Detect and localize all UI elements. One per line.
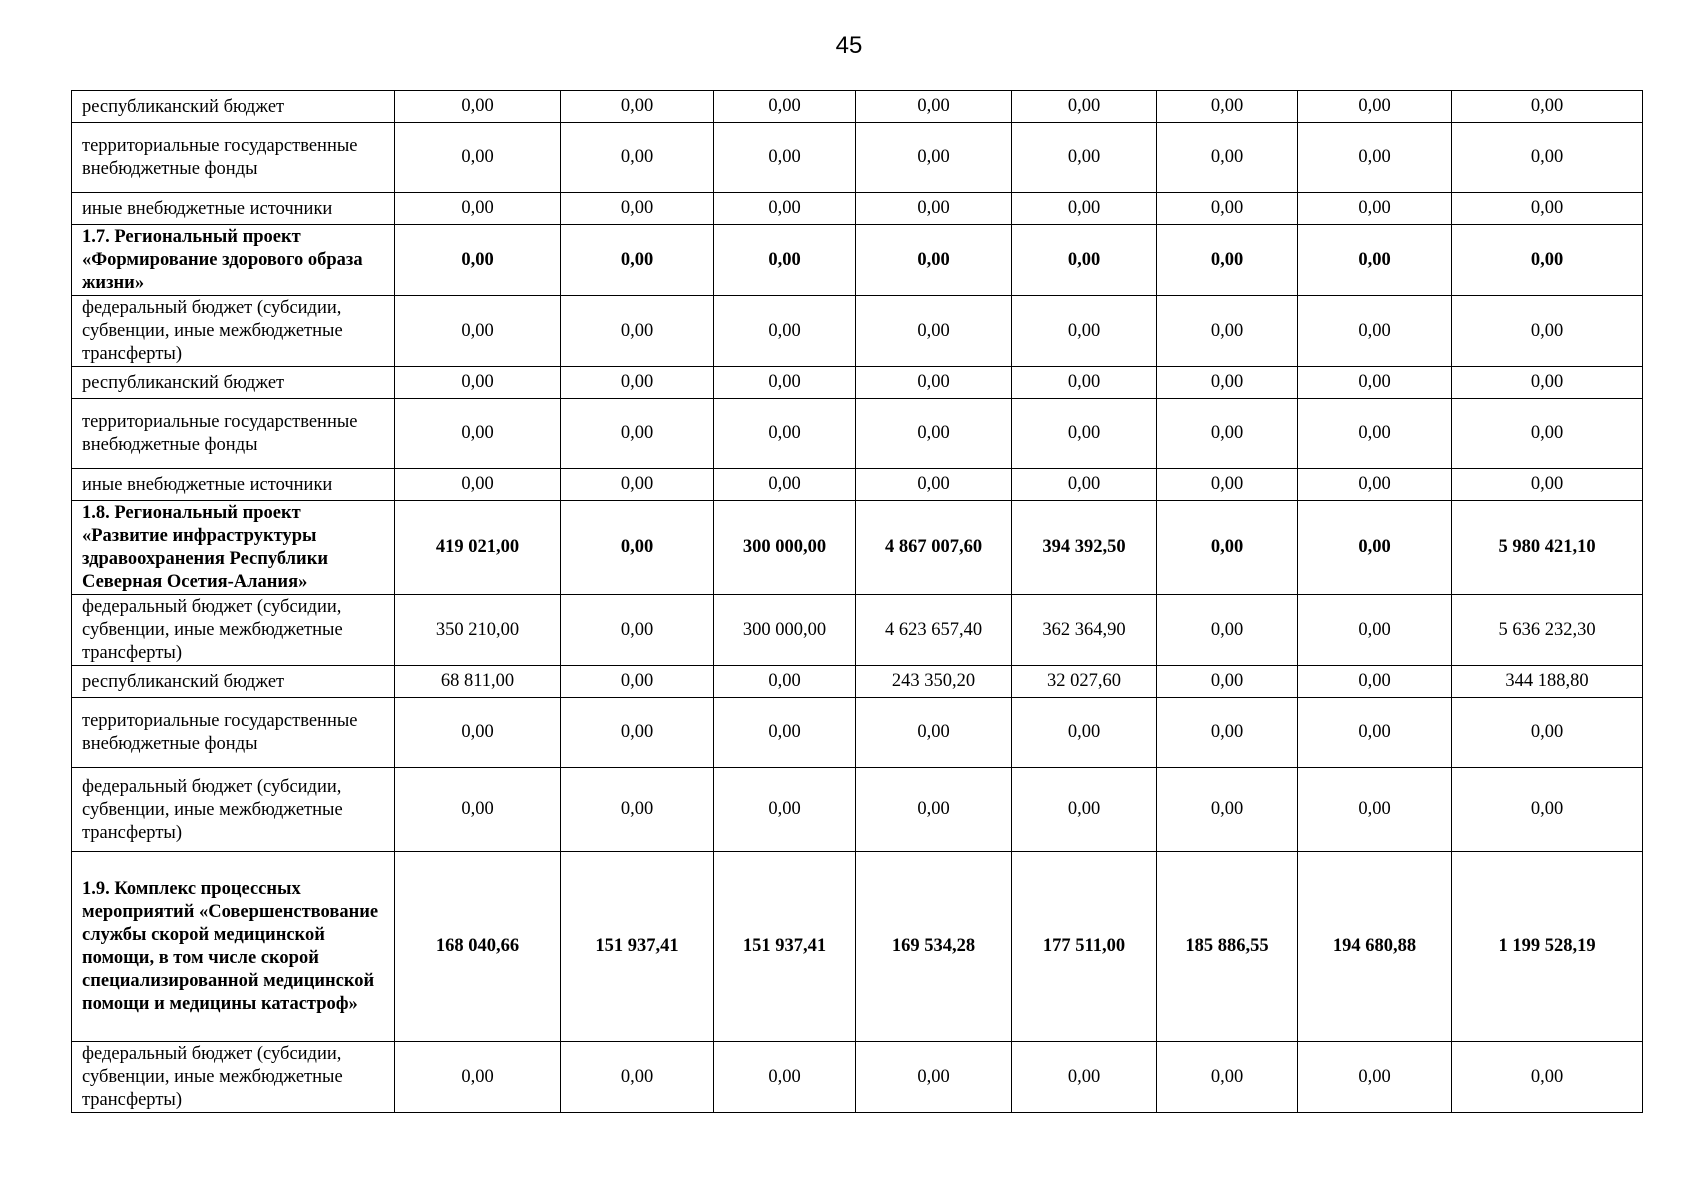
- table-cell: 5 980 421,10: [1452, 501, 1643, 595]
- table-cell: 0,00: [561, 367, 714, 399]
- table-cell: 0,00: [714, 225, 856, 296]
- table-cell: 300 000,00: [714, 501, 856, 595]
- table-cell: 0,00: [1298, 666, 1452, 698]
- table-cell: 0,00: [714, 768, 856, 852]
- row-label: федеральный бюджет (субсидии, субвенции, иные межбюджетные трансферты): [72, 595, 395, 666]
- table-cell: 0,00: [1157, 666, 1298, 698]
- table-cell: 0,00: [1157, 367, 1298, 399]
- table-cell: 1 199 528,19: [1452, 852, 1643, 1042]
- budget-table: [71, 90, 1643, 1113]
- table-cell: 0,00: [1012, 1042, 1157, 1113]
- table-cell: 0,00: [561, 296, 714, 367]
- row-label: иные внебюджетные источники: [72, 193, 395, 225]
- table-cell: 0,00: [1012, 91, 1157, 123]
- table-row: [72, 469, 1643, 501]
- table-cell: 0,00: [1452, 225, 1643, 296]
- table-cell: 243 350,20: [856, 666, 1012, 698]
- table-cell: 68 811,00: [395, 666, 561, 698]
- table-cell: 0,00: [1452, 91, 1643, 123]
- table-cell: 0,00: [1298, 768, 1452, 852]
- table-cell: 0,00: [561, 1042, 714, 1113]
- row-label: территориальные государственные внебюджетные фонды: [72, 123, 395, 193]
- table-cell: 0,00: [1012, 123, 1157, 193]
- table-cell: 0,00: [1298, 123, 1452, 193]
- table-cell: 0,00: [856, 193, 1012, 225]
- table-cell: 0,00: [714, 666, 856, 698]
- table-cell: 168 040,66: [395, 852, 561, 1042]
- table-cell: 0,00: [395, 193, 561, 225]
- table-cell: 0,00: [561, 399, 714, 469]
- table-row: [72, 367, 1643, 399]
- table-row: [72, 296, 1643, 367]
- table-cell: 0,00: [1298, 595, 1452, 666]
- table-cell: 151 937,41: [561, 852, 714, 1042]
- table-cell: 0,00: [1298, 1042, 1452, 1113]
- table-cell: 0,00: [1298, 91, 1452, 123]
- table-cell: 0,00: [714, 399, 856, 469]
- table-cell: 0,00: [395, 296, 561, 367]
- row-label: 1.9. Комплекс процессных мероприятий «Совершенствование службы скорой медицинской помощи, в том числе скорой специализированной медицинской помощи и медицины катастроф»: [72, 852, 395, 1042]
- row-label: федеральный бюджет (субсидии, субвенции, иные межбюджетные трансферты): [72, 768, 395, 852]
- table-cell: 419 021,00: [395, 501, 561, 595]
- table-cell: 0,00: [395, 698, 561, 768]
- table-cell: 0,00: [1452, 123, 1643, 193]
- table-cell: 0,00: [1298, 501, 1452, 595]
- table-cell: 350 210,00: [395, 595, 561, 666]
- table-cell: 0,00: [1157, 123, 1298, 193]
- table-cell: 0,00: [395, 768, 561, 852]
- table-cell: 0,00: [395, 225, 561, 296]
- table-cell: 0,00: [714, 123, 856, 193]
- table-cell: 0,00: [1157, 1042, 1298, 1113]
- table-cell: 0,00: [1452, 367, 1643, 399]
- table-row: [72, 123, 1643, 193]
- table-cell: 0,00: [1157, 225, 1298, 296]
- table-cell: 0,00: [1157, 698, 1298, 768]
- table-cell: 0,00: [1452, 296, 1643, 367]
- table-cell: 0,00: [714, 698, 856, 768]
- table-cell: 0,00: [856, 225, 1012, 296]
- table-cell: 0,00: [1012, 193, 1157, 225]
- table-cell: 0,00: [1452, 399, 1643, 469]
- table-row: [72, 1042, 1643, 1113]
- table-cell: 0,00: [1012, 225, 1157, 296]
- table-cell: 0,00: [1157, 595, 1298, 666]
- table-row: [72, 193, 1643, 225]
- table-cell: 0,00: [714, 193, 856, 225]
- table-cell: 0,00: [1012, 698, 1157, 768]
- table-row: [72, 666, 1643, 698]
- row-label: федеральный бюджет (субсидии, субвенции, иные межбюджетные трансферты): [72, 1042, 395, 1113]
- table-cell: 169 534,28: [856, 852, 1012, 1042]
- table-cell: 0,00: [714, 1042, 856, 1113]
- table-cell: 0,00: [1012, 296, 1157, 367]
- table-cell: 0,00: [1157, 768, 1298, 852]
- table-cell: 0,00: [1157, 296, 1298, 367]
- table-cell: 0,00: [395, 367, 561, 399]
- table-cell: 0,00: [1157, 469, 1298, 501]
- table-cell: 0,00: [1298, 469, 1452, 501]
- table-cell: 0,00: [1452, 698, 1643, 768]
- table-cell: 0,00: [1157, 501, 1298, 595]
- table-cell: 0,00: [856, 698, 1012, 768]
- table-cell: 394 392,50: [1012, 501, 1157, 595]
- table-cell: 0,00: [561, 501, 714, 595]
- table-cell: 0,00: [856, 296, 1012, 367]
- table-cell: 0,00: [561, 123, 714, 193]
- table-cell: 5 636 232,30: [1452, 595, 1643, 666]
- table-cell: 0,00: [561, 768, 714, 852]
- table-cell: 151 937,41: [714, 852, 856, 1042]
- table-cell: 0,00: [395, 399, 561, 469]
- table-cell: 0,00: [856, 469, 1012, 501]
- table-cell: 0,00: [714, 469, 856, 501]
- table-cell: 0,00: [1298, 399, 1452, 469]
- row-label: 1.8. Региональный проект «Развитие инфраструктуры здравоохранения Республики Северная Осетия-Алания»: [72, 501, 395, 595]
- table-cell: 300 000,00: [714, 595, 856, 666]
- table-cell: 0,00: [561, 225, 714, 296]
- table-row: [72, 91, 1643, 123]
- table-cell: 0,00: [856, 367, 1012, 399]
- table-row: [72, 595, 1643, 666]
- table-cell: 0,00: [1012, 768, 1157, 852]
- table-cell: 0,00: [1452, 469, 1643, 501]
- table-row: [72, 399, 1643, 469]
- table-cell: 0,00: [1012, 469, 1157, 501]
- table-cell: 0,00: [856, 1042, 1012, 1113]
- table-cell: 185 886,55: [1157, 852, 1298, 1042]
- table-cell: 0,00: [714, 91, 856, 123]
- table-cell: 4 623 657,40: [856, 595, 1012, 666]
- row-label: территориальные государственные внебюджетные фонды: [72, 399, 395, 469]
- table-cell: 0,00: [714, 367, 856, 399]
- table-cell: 0,00: [1298, 296, 1452, 367]
- table-cell: 0,00: [1452, 1042, 1643, 1113]
- table-cell: 0,00: [714, 296, 856, 367]
- table-cell: 194 680,88: [1298, 852, 1452, 1042]
- row-label: республиканский бюджет: [72, 666, 395, 698]
- table-row: [72, 501, 1643, 595]
- table-cell: 32 027,60: [1012, 666, 1157, 698]
- row-label: республиканский бюджет: [72, 91, 395, 123]
- table-cell: 0,00: [1452, 768, 1643, 852]
- table-cell: 0,00: [561, 666, 714, 698]
- row-label: республиканский бюджет: [72, 367, 395, 399]
- table-row: [72, 225, 1643, 296]
- table-cell: 0,00: [395, 123, 561, 193]
- page-number: 45: [835, 32, 863, 59]
- row-label: иные внебюджетные источники: [72, 469, 395, 501]
- table-row: [72, 768, 1643, 852]
- table-cell: 0,00: [1298, 225, 1452, 296]
- row-label: федеральный бюджет (субсидии, субвенции, иные межбюджетные трансферты): [72, 296, 395, 367]
- table-cell: 0,00: [1452, 193, 1643, 225]
- table-cell: 0,00: [1157, 399, 1298, 469]
- table-cell: 0,00: [395, 469, 561, 501]
- table-cell: 0,00: [1157, 193, 1298, 225]
- table-cell: 177 511,00: [1012, 852, 1157, 1042]
- table-cell: 0,00: [561, 595, 714, 666]
- table-cell: 0,00: [856, 91, 1012, 123]
- table-cell: 0,00: [561, 91, 714, 123]
- table-cell: 0,00: [561, 698, 714, 768]
- row-label: территориальные государственные внебюджетные фонды: [72, 698, 395, 768]
- row-label: 1.7. Региональный проект «Формирование здорового образа жизни»: [72, 225, 395, 296]
- table-cell: 0,00: [561, 193, 714, 225]
- table-cell: 0,00: [856, 399, 1012, 469]
- table-row: [72, 852, 1643, 1042]
- table-cell: 0,00: [856, 768, 1012, 852]
- table-cell: 0,00: [1012, 367, 1157, 399]
- table-cell: 0,00: [1298, 367, 1452, 399]
- table-cell: 344 188,80: [1452, 666, 1643, 698]
- table-cell: 0,00: [1157, 91, 1298, 123]
- table-cell: 362 364,90: [1012, 595, 1157, 666]
- table-cell: 0,00: [1298, 698, 1452, 768]
- table-row: [72, 698, 1643, 768]
- table-cell: 0,00: [395, 1042, 561, 1113]
- table-cell: 0,00: [561, 469, 714, 501]
- table-cell: 0,00: [1012, 399, 1157, 469]
- table-cell: 4 867 007,60: [856, 501, 1012, 595]
- table-cell: 0,00: [1298, 193, 1452, 225]
- table-cell: 0,00: [395, 91, 561, 123]
- table-cell: 0,00: [856, 123, 1012, 193]
